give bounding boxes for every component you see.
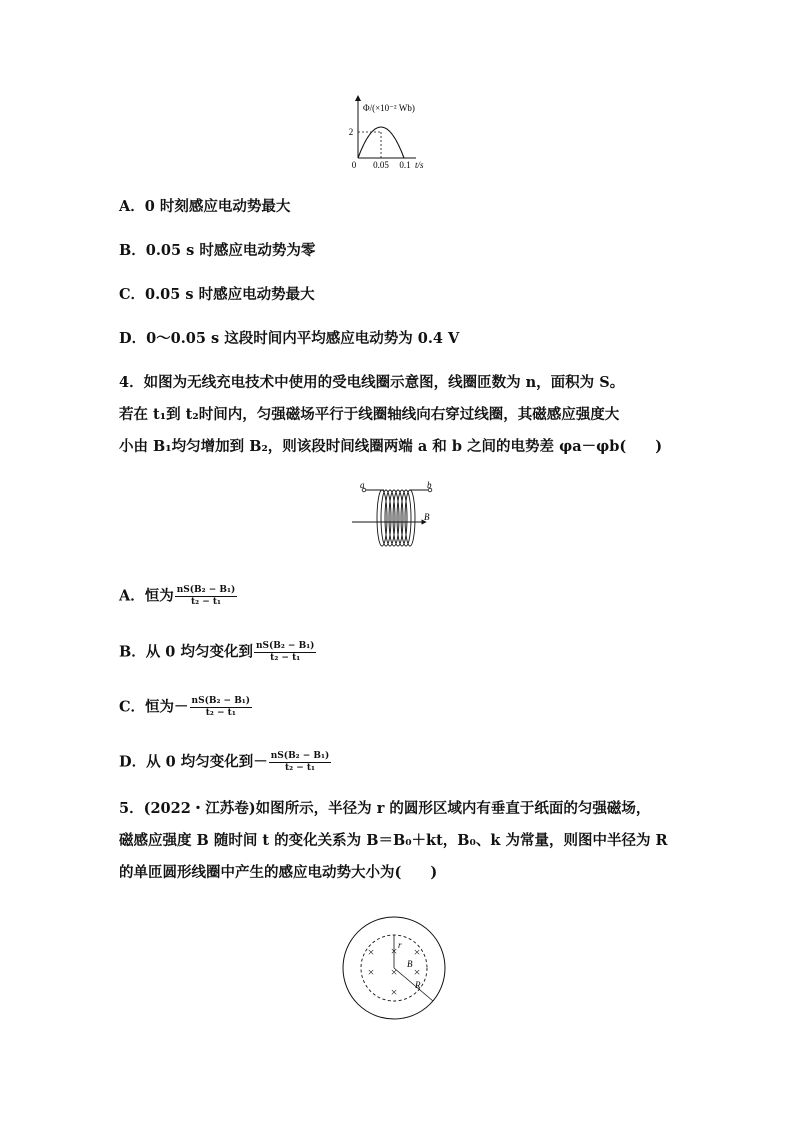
svg-text:×: ×: [390, 965, 398, 979]
q4-option-d: [119, 751, 332, 774]
q4-option-d-fraction: [269, 751, 331, 774]
q4-stem-line-1: 4．如图为无线充电技术中使用的受电线圈示意图，线圈匝数为 n，面积为 S。: [119, 374, 625, 391]
svg-text:×: ×: [413, 945, 421, 959]
svg-text:×: ×: [413, 965, 421, 979]
x-tick-label-0: 0: [351, 160, 357, 170]
fraction-numerator: nS(B₂ − B₁): [176, 585, 236, 595]
q4-option-c: [119, 696, 253, 719]
q4-option-d-prefix: D．从 0 均匀变化到－: [119, 753, 268, 771]
q4-option-b-fraction: [254, 641, 316, 664]
x-tick-label-1: 0.05: [373, 160, 389, 170]
fraction-numerator: nS(B₂ − B₁): [255, 641, 315, 651]
q4-option-c-fraction: [190, 696, 252, 719]
fraction-numerator: nS(B₂ − B₁): [191, 696, 251, 706]
fraction-denominator: t₂ − t₁: [205, 708, 236, 718]
q4-option-a-fraction: [175, 585, 237, 608]
q4-stem-line-3: 小由 B₁均匀增加到 B₂，则该段时间线圈两端 a 和 b 之间的电势差 φa－φb( ): [119, 438, 663, 455]
label-a: a: [360, 480, 365, 490]
svg-text:×: ×: [390, 944, 398, 958]
field-into-page-marks: [368, 944, 421, 999]
q4-option-b: [119, 641, 317, 664]
svg-text:×: ×: [390, 985, 398, 999]
svg-text:×: ×: [367, 965, 375, 979]
coil-diagram: [350, 478, 450, 560]
circular-field-diagram: [341, 915, 447, 1021]
q4-option-b-prefix: B．从 0 均匀变化到: [119, 643, 253, 661]
y-axis-label: Φ/(×10⁻² Wb): [363, 103, 415, 113]
svg-text:×: ×: [367, 945, 375, 959]
label-b: b: [427, 480, 432, 490]
q5-stem-line-1: 5．(2022・江苏卷)如图所示，半径为 r 的圆形区域内有垂直于纸面的匀强磁场，: [119, 800, 651, 817]
x-axis-label: t/s: [415, 160, 424, 170]
q4-option-a-prefix: A．恒为: [119, 587, 174, 605]
q3-option-c: C．0.05 s 时感应电动势最大: [119, 286, 315, 303]
coil-windings: [377, 490, 415, 546]
flux-time-graph: [340, 92, 460, 172]
q3-option-a: A．0 时刻感应电动势最大: [119, 198, 291, 215]
q5-stem-line-2: 磁感应强度 B 随时间 t 的变化关系为 B＝B₀＋kt，B₀、k 为常量，则图中半径为 R: [119, 832, 668, 849]
q3-option-d: D．0～0.05 s 这段时间内平均感应电动势为 0.4 V: [119, 330, 460, 347]
label-B: B: [407, 959, 413, 969]
q3-option-b: B．0.05 s 时感应电动势为零: [119, 242, 316, 259]
fraction-denominator: t₂ − t₁: [284, 763, 315, 773]
fraction-denominator: t₂ − t₁: [190, 597, 221, 607]
x-tick-label-2: 0.1: [399, 160, 411, 170]
fraction-denominator: t₂ − t₁: [270, 653, 301, 663]
q5-stem-line-3: 的单匝圆形线圈中产生的感应电动势大小为( ): [119, 864, 438, 881]
q4-option-a: [119, 585, 238, 608]
label-field-B: B: [424, 512, 430, 522]
fraction-numerator: nS(B₂ − B₁): [270, 751, 330, 761]
q4-option-c-prefix: C．恒为－: [119, 698, 189, 716]
q4-stem-line-2: 若在 t₁到 t₂时间内，匀强磁场平行于线圈轴线向右穿过线圈，其磁感应强度大: [119, 406, 620, 423]
label-R: R: [415, 980, 421, 990]
label-r: r: [398, 940, 402, 950]
y-tick-label: 2: [348, 127, 354, 137]
